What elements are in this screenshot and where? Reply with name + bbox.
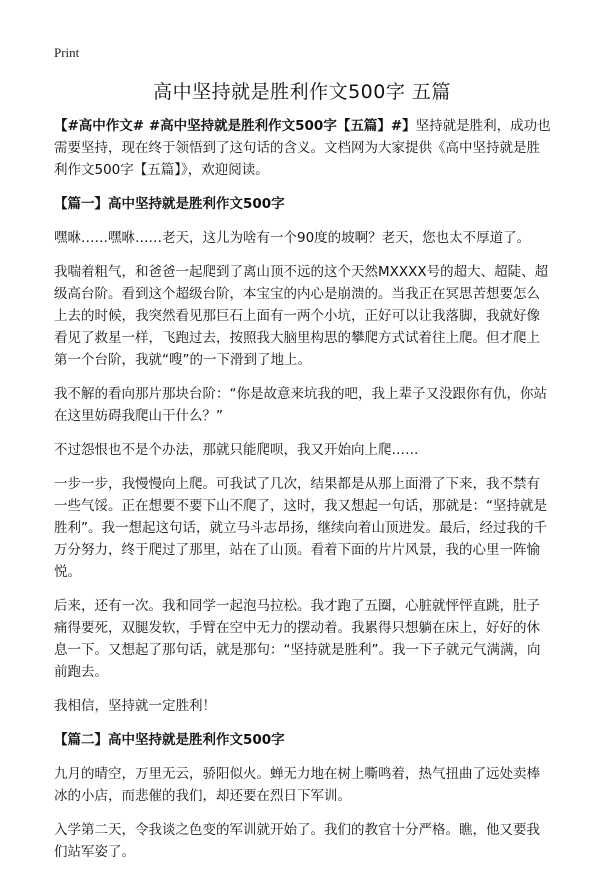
paragraph: 后来，还有一次。我和同学一起泡马拉松。我才跑了五圈，心脏就怦怦直跳，肚子痛得要死，双腿发软，手臂在空中无力的摆动着。我累得只想躺在床上，好好的休息一下。又想起了那句话，就是那句：“坚持就是胜利”。我一下子就元气满满，向前跑去。 (54, 598, 541, 680)
article-body (54, 115, 552, 875)
paragraph: 九月的晴空，万里无云，骄阳似火。蝉无力地在树上嘶鸣着，热气扭曲了远处卖棒冰的小店，而悲催的我们，却还要在烈日下军训。 (54, 766, 540, 804)
paragraph: 入学第二天，令我谈之色变的军训就开始了。我们的教官十分严格。瞧，他又要我们站军姿了。 (54, 822, 540, 860)
paragraph: 一步一步，我慢慢向上爬。可我试了几次，结果都是从那上面滑了下来，我不禁有一些气馁。正在想要不要下山不爬了，这时，我又想起一句话，那就是：“坚持就是胜利”。我一想起这句话，就立马斗志昂扬，继续向着山顶进发。最后，经过我的千万分努力，终于爬过了那里，站在了山顶。看着下面的片片风景，我的心里一阵愉悦。 (54, 476, 547, 580)
print-link[interactable]: Print (54, 45, 80, 60)
intro-tags: 【#高中作文# #高中坚持就是胜利作文500字【五篇】#】 (54, 118, 416, 134)
section-heading-1: 【篇一】高中坚持就是胜利作文500字 (54, 196, 285, 212)
paragraph: 不过怨恨也不是个办法，那就只能爬呗，我又开始向上爬…… (54, 442, 419, 458)
paragraph: 我喘着粗气，和爸爸一起爬到了离山顶不远的这个天然MXXXX号的超大、超陡、超级高台阶。看到这个超级台阶，本宝宝的内心是崩溃的。当我正在冥思苦想要怎么上去的时候，我突然看见那巨石上面有一两个小坑，正好可以让我落脚，我就好像看见了救星一样，飞跑过去，按照我大脑里构思的攀爬方式试着往上爬。但才爬上第一个台阶，我就“嗖”的一下滑到了地上。 (54, 264, 549, 368)
intro-paragraph (54, 115, 552, 181)
section-heading-2: 【篇二】高中坚持就是胜利作文500字 (54, 732, 285, 748)
paragraph: 我不解的看向那片那块台阶：“你是故意来坑我的吧，我上辈子又没跟你有仇，你站在这里妨碍我爬山干什么？” (54, 386, 547, 424)
intro-text: 坚持就是胜利，成功也需要坚持，现在终于领悟到了这句话的含义。文档网为大家提供《高中坚持就是胜利作文500字【五篇】》，欢迎阅读。 (54, 118, 551, 178)
paragraph: 我相信，坚持就一定胜利！ (54, 698, 216, 714)
page-title: 高中坚持就是胜利作文500字 五篇 (153, 81, 451, 103)
paragraph: 嘿咻……嘿咻……老天，这儿为啥有一个90度的坡啊？老天，您也太不厚道了。 (54, 230, 531, 246)
